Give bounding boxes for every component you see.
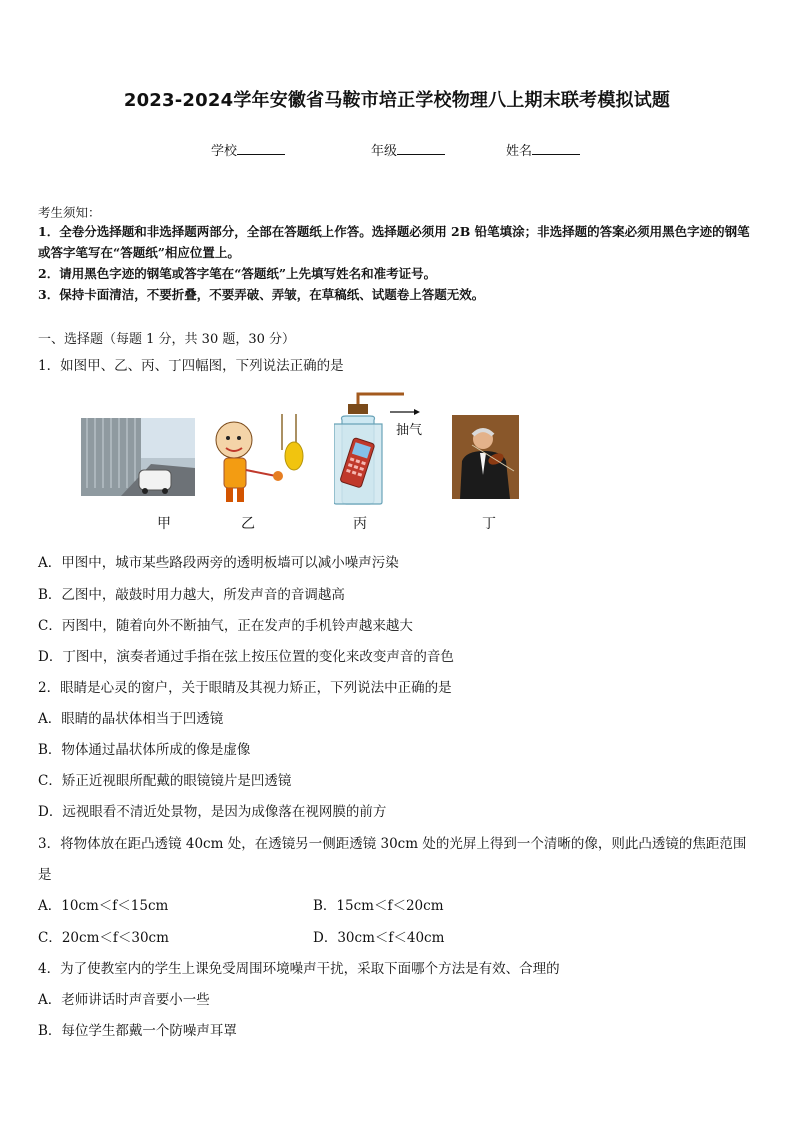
grade-field (371, 140, 445, 159)
q1-option-b: B．乙图中，敲鼓时用力越大，所发声音的音调越高 (38, 587, 345, 603)
grade-blank (397, 142, 445, 155)
caption-yi: 乙 (241, 516, 255, 532)
note-item-1: 1．全卷分选择题和非选择题两部分，全部在答题纸上作答。选择题必须用 2B 铅笔填涂；非选择题的答案必须用黑色字迹的钢笔或答字笔写在“答题纸”相应位置上。 (38, 224, 750, 260)
car-shape (139, 470, 171, 490)
name-field (506, 140, 580, 159)
q2-option-b: B．物体通过晶状体所成的像是虚像 (38, 742, 251, 758)
q1-option-a: A．甲图中，城市某些路段两旁的透明板墙可以减小噪声污染 (38, 555, 399, 571)
q1-option-d: D．丁图中，演奏者通过手指在弦上按压位置的变化来改变声音的音色 (38, 649, 454, 665)
q2-option-c: C．矫正近视眼所配戴的眼镜镜片是凹透镜 (38, 773, 292, 789)
arrow-label: 抽气 (396, 423, 423, 438)
q4-stem: 4．为了使教室内的学生上课免受周围环境噪声干扰，采取下面哪个方法是有效、合理的 (38, 961, 560, 977)
q2-option-a: A．眼睛的晶状体相当于凹透镜 (38, 711, 224, 727)
caption-jia: 甲 (157, 516, 171, 532)
figure-jia-road-barrier (81, 418, 195, 496)
q4-option-a: A．老师讲话时声音要小一些 (38, 992, 210, 1008)
q3-option-b: B．15cm＜f＜20cm (313, 898, 444, 914)
school-field (211, 140, 285, 159)
q4-option-b: B．每位学生都戴一个防噪声耳罩 (38, 1023, 237, 1039)
figure-yi-drum (208, 410, 304, 504)
caption-bing: 丙 (353, 516, 367, 532)
school-label: 学校 (211, 144, 238, 159)
drum-shape (285, 442, 303, 470)
name-label: 姓名 (506, 144, 533, 159)
q1-option-c: C．丙图中，随着向外不断抽气，正在发声的手机铃声越来越大 (38, 618, 413, 634)
note-item-3: 3．保持卡面清洁，不要折叠，不要弄破、弄皱，在草稿纸、试题卷上答题无效。 (38, 287, 485, 302)
q3-stem-line2: 是 (38, 867, 52, 883)
q2-option-d: D．远视眼看不清近处景物，是因为成像落在视网膜的前方 (38, 804, 387, 820)
notes-heading: 考生须知： (38, 205, 101, 220)
caption-ding: 丁 (482, 516, 496, 532)
q2-stem: 2．眼睛是心灵的窗户，关于眼睛及其视力矫正，下列说法中正确的是 (38, 680, 452, 696)
grade-label: 年级 (371, 144, 398, 159)
page-title: 2023-2024学年安徽省马鞍市培正学校物理八上期末联考模拟试题 (123, 90, 671, 111)
q1-stem: 1．如图甲、乙、丙、丁四幅图，下列说法正确的是 (38, 358, 344, 374)
note-item-2: 2．请用黑色字迹的钢笔或答字笔在“答题纸”上先填写姓名和准考证号。 (38, 266, 437, 281)
q3-option-a: A．10cm＜f＜15cm (38, 898, 169, 914)
figure-ding-violinist (452, 415, 519, 499)
q3-option-c: C．20cm＜f＜30cm (38, 930, 169, 946)
school-blank (237, 142, 285, 155)
q3-stem-line1: 3．将物体放在距凸透镜 40cm 处，在透镜另一侧距透镜 30cm 处的光屏上得到一个清晰的像，则此凸透镜的焦距范围 (38, 836, 747, 852)
figure-bing-vacuum-jar (334, 390, 444, 505)
name-blank (532, 142, 580, 155)
section-heading: 一、选择题（每题 1 分，共 30 题，30 分） (38, 332, 296, 347)
q3-option-d: D．30cm＜f＜40cm (313, 930, 445, 946)
